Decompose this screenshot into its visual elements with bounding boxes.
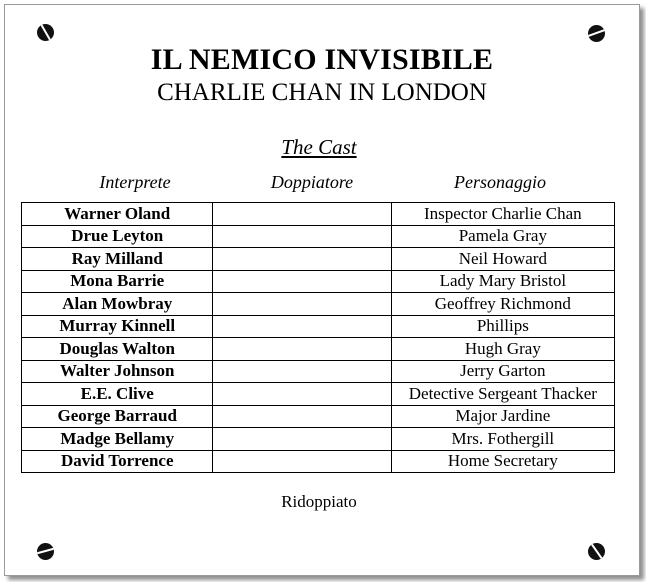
role-cell: Phillips bbox=[391, 315, 614, 338]
dubber-cell bbox=[213, 428, 391, 451]
table-row bbox=[22, 383, 615, 406]
page-subtitle: CHARLIE CHAN IN LONDON bbox=[157, 79, 487, 106]
dubber-cell bbox=[213, 315, 391, 338]
table-row bbox=[22, 450, 615, 473]
table-row bbox=[22, 225, 615, 248]
screw-icon bbox=[588, 25, 605, 42]
table-row bbox=[22, 338, 615, 361]
dubber-cell bbox=[213, 405, 391, 428]
actor-cell: Douglas Walton bbox=[22, 338, 213, 361]
actor-cell: David Torrence bbox=[22, 450, 213, 473]
actor-cell: Warner Oland bbox=[22, 203, 213, 226]
cast-plate bbox=[4, 4, 640, 576]
column-header-personaggio: Personaggio bbox=[454, 172, 546, 192]
table-row bbox=[22, 428, 615, 451]
screw-icon bbox=[37, 543, 54, 560]
table-row bbox=[22, 270, 615, 293]
role-cell: Geoffrey Richmond bbox=[391, 293, 614, 316]
actor-cell: George Barraud bbox=[22, 405, 213, 428]
role-cell: Inspector Charlie Chan bbox=[391, 203, 614, 226]
table-row bbox=[22, 293, 615, 316]
dubber-cell bbox=[213, 203, 391, 226]
actor-cell: E.E. Clive bbox=[22, 383, 213, 406]
role-cell: Lady Mary Bristol bbox=[391, 270, 614, 293]
role-cell: Major Jardine bbox=[391, 405, 614, 428]
dubber-cell bbox=[213, 225, 391, 248]
actor-cell: Walter Johnson bbox=[22, 360, 213, 383]
role-cell: Detective Sergeant Thacker bbox=[391, 383, 614, 406]
actor-cell: Alan Mowbray bbox=[22, 293, 213, 316]
role-cell: Jerry Garton bbox=[391, 360, 614, 383]
screw-icon bbox=[37, 24, 54, 41]
actor-cell: Madge Bellamy bbox=[22, 428, 213, 451]
table-row bbox=[22, 405, 615, 428]
table-row bbox=[22, 203, 615, 226]
dubber-cell bbox=[213, 270, 391, 293]
dubber-cell bbox=[213, 338, 391, 361]
column-header-interprete: Interprete bbox=[99, 172, 171, 192]
table-row bbox=[22, 360, 615, 383]
table-row bbox=[22, 315, 615, 338]
screw-icon bbox=[588, 543, 605, 560]
dubber-cell bbox=[213, 360, 391, 383]
role-cell: Neil Howard bbox=[391, 248, 614, 271]
dubber-cell bbox=[213, 293, 391, 316]
actor-cell: Drue Leyton bbox=[22, 225, 213, 248]
cast-heading: The Cast bbox=[281, 135, 357, 159]
dubber-cell bbox=[213, 450, 391, 473]
role-cell: Pamela Gray bbox=[391, 225, 614, 248]
actor-cell: Ray Milland bbox=[22, 248, 213, 271]
table-row bbox=[22, 248, 615, 271]
actor-cell: Mona Barrie bbox=[22, 270, 213, 293]
dubber-cell bbox=[213, 383, 391, 406]
role-cell: Mrs. Fothergill bbox=[391, 428, 614, 451]
column-header-doppiatore: Doppiatore bbox=[270, 172, 354, 192]
role-cell: Hugh Gray bbox=[391, 338, 614, 361]
dubber-cell bbox=[213, 248, 391, 271]
footer-note: Ridoppiato bbox=[281, 492, 357, 511]
cast-table bbox=[21, 202, 615, 473]
role-cell: Home Secretary bbox=[391, 450, 614, 473]
page-title: IL NEMICO INVISIBILE bbox=[150, 43, 494, 76]
actor-cell: Murray Kinnell bbox=[22, 315, 213, 338]
